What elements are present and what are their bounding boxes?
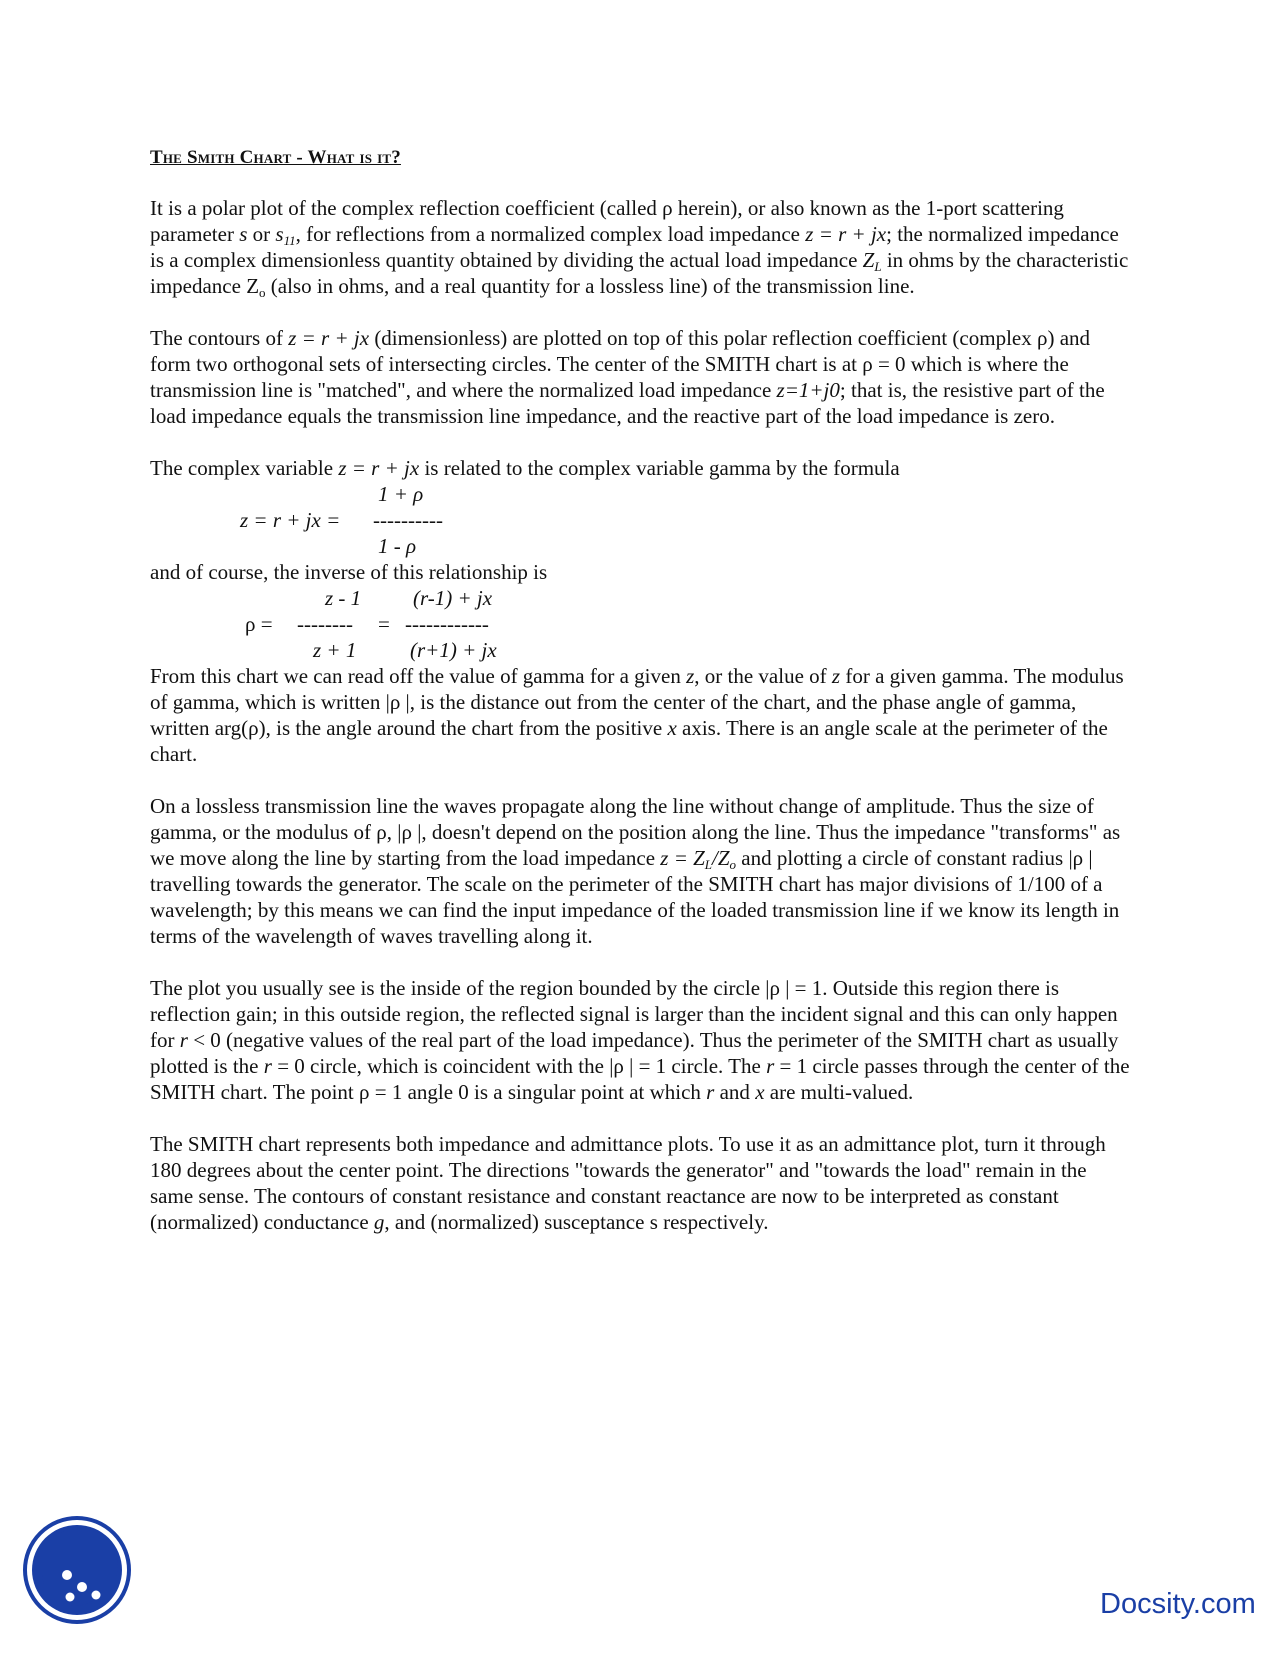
eq-lhs: ρ = xyxy=(245,612,273,636)
math-s11: s xyxy=(275,222,284,246)
text: It is a polar plot of the complex reflection coefficient (called ρ herein), or also known as the 1-port scattering parameter xyxy=(150,196,1064,246)
math-z: z = r + jx xyxy=(288,326,370,350)
eq-denominator: (r+1) + jx xyxy=(410,638,497,662)
paragraph-8 xyxy=(150,1131,1130,1235)
paragraph-2 xyxy=(150,325,1130,429)
eq-fraction-bar: -------- xyxy=(297,612,353,636)
eq-numerator: (r-1) + jx xyxy=(413,586,493,610)
text: and xyxy=(714,1080,756,1104)
math-r: r xyxy=(766,1054,775,1078)
text: = 1 circle passes through the center of the SMITH chart. The point ρ = 1 angle 0 is a singular point at which xyxy=(150,1054,1130,1104)
text: The complex variable xyxy=(150,456,339,480)
math-sub: L xyxy=(704,857,713,872)
text: in ohms by the characteristic impedance xyxy=(150,248,1129,298)
math-r: r xyxy=(179,1028,188,1052)
page-title: The Smith Chart - What is it? xyxy=(150,147,401,168)
math-g: g xyxy=(373,1210,385,1234)
paragraph-7 xyxy=(150,975,1130,1105)
text: is related to the complex variable gamma by the formula xyxy=(419,456,900,480)
text: The SMITH chart represents both impedance and admittance plots. To use it as an admittance plot, turn it through 180 degrees about the center point. The directions "towards the generator" and "towards the load" remain in the same sense. The contours of constant resistance and constant reactance are now to be interpreted as constant (normalized) conductance xyxy=(150,1132,1106,1234)
equation-2-denominator xyxy=(150,637,1130,663)
math-Zo: Z xyxy=(246,274,260,298)
math-z: z = Z xyxy=(660,846,705,870)
math-s: s xyxy=(239,222,248,246)
text: and plotting a circle of constant radius |ρ | travelling towards the generator. The scale on the perimeter of the SMITH chart has major divisions of 1/100 of a wavelength; by this means we can find the input impedance of the loaded transmission line if we know its length in terms of the wavelength of waves travelling along it. xyxy=(150,846,1120,948)
text: The plot you usually see is the inside of the region bounded by the circle |ρ | = 1. Outside this region there is reflection gain; in this outside region, the reflected signal is larger than the incident signal and this can only happen for xyxy=(150,976,1118,1052)
text: From this chart we can read off the value of gamma for a given xyxy=(150,664,687,688)
text: , for reflections from a normalized complex load impedance xyxy=(295,222,806,246)
math-r: r xyxy=(706,1080,715,1104)
docsity-logo-icon[interactable] xyxy=(22,1515,132,1625)
math-z: z = r + jx xyxy=(338,456,420,480)
math-sub: L xyxy=(874,259,882,274)
equation-2-main xyxy=(150,611,1130,637)
paragraph-6 xyxy=(150,793,1130,949)
equation-1-denominator xyxy=(150,533,1130,559)
eq-denominator: z + 1 xyxy=(313,638,357,662)
math-sub: o xyxy=(259,285,266,300)
text: for a given gamma. The modulus of gamma, which is written |ρ |, is the distance out from the center of the chart, and the phase angle of gamma, written arg(ρ), is the angle around the chart from the positive xyxy=(150,664,1124,740)
math-z: z = r + jx xyxy=(805,222,887,246)
text: On a lossless transmission line the waves propagate along the line without change of amplitude. Thus the size of gamma, or the modulus of ρ, |ρ |, doesn't depend on the position along the line. Thus the impedance "transforms" as we move along the line by starting from the load impedance xyxy=(150,794,1121,870)
docsity-brand-link[interactable]: Docsity.com xyxy=(1100,1588,1256,1620)
eq-numerator: z - 1 xyxy=(325,586,362,610)
text: are multi-valued. xyxy=(764,1080,914,1104)
text: (also in ohms, and a real quantity for a lossless line) of the transmission line. xyxy=(265,274,915,298)
text: = 0 circle, which is coincident with the |ρ | = 1 circle. The xyxy=(271,1054,767,1078)
math-r: r xyxy=(263,1054,272,1078)
text: axis. There is an angle scale at the perimeter of the chart. xyxy=(150,716,1108,766)
math-sub: o xyxy=(729,857,737,872)
eq-fraction-bar: ------------ xyxy=(405,612,489,636)
text: , or the value of xyxy=(694,664,832,688)
eq-equals: = xyxy=(378,612,390,636)
math-zo: /Z xyxy=(712,846,730,870)
math-z-matched: z=1+j0 xyxy=(776,378,840,402)
text: (dimensionless) are plotted on top of this polar reflection coefficient (complex ρ) and form two orthogonal sets of intersecting circles. The center of the SMITH chart is at ρ = 0 which is where the transmission line is "matched", and where the normalized load impedance xyxy=(150,326,1091,402)
math-z: z xyxy=(831,664,841,688)
text: ; that is, the resistive part of the load impedance equals the transmission line impedance, and the reactive part of the load impedance is zero. xyxy=(150,378,1105,428)
text: or xyxy=(247,222,276,246)
equation-1-numerator xyxy=(150,481,1130,507)
equation-2-numerator xyxy=(150,585,1130,611)
math-x: x xyxy=(755,1080,765,1104)
text: ; the normalized impedance is a complex dimensionless quantity obtained by dividing the actual load impedance xyxy=(150,222,1119,272)
math-z: z xyxy=(686,664,695,688)
eq-fraction-bar: ---------- xyxy=(373,508,443,532)
math-ZL: Z xyxy=(862,248,875,272)
eq-lhs: z = r + jx = xyxy=(240,508,341,532)
eq-denominator: 1 - ρ xyxy=(378,534,417,558)
paragraph-1 xyxy=(150,195,1130,299)
paragraph-5 xyxy=(150,663,1130,767)
equation-1-main xyxy=(150,507,1130,533)
paragraph-4: and of course, the inverse of this relationship is xyxy=(150,560,548,584)
eq-numerator: 1 + ρ xyxy=(378,482,424,506)
math-sub: 11 xyxy=(283,233,296,248)
paragraph-3 xyxy=(150,455,1130,481)
math-x: x xyxy=(667,716,677,740)
text: < 0 (negative values of the real part of the load impedance). Thus the perimeter of the SMITH chart as usually plotted is the xyxy=(150,1028,1119,1078)
text: The contours of xyxy=(150,326,289,350)
document-body xyxy=(150,145,1130,1261)
text: , and (normalized) susceptance s respectively. xyxy=(384,1210,769,1234)
